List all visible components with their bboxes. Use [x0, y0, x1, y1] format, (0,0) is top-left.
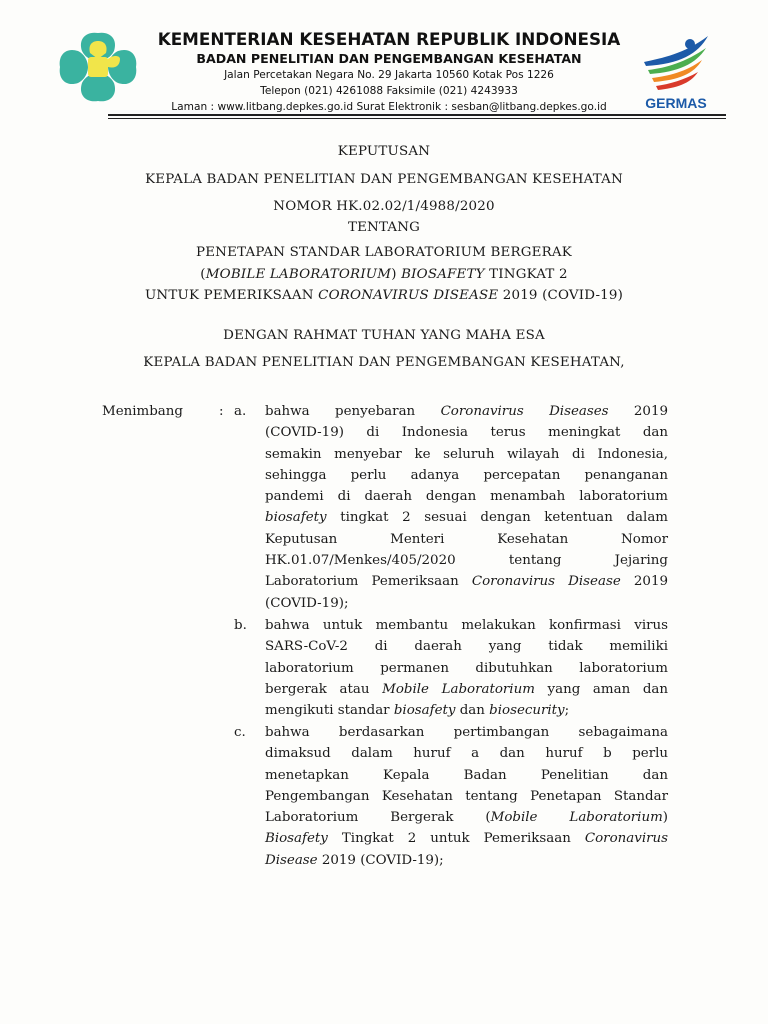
decree-subject-line2: (MOBILE LABORATORIUM) BIOSAFETY TINGKAT 2	[200, 267, 568, 282]
paragraph-line	[265, 700, 668, 721]
text-run: 2019	[608, 404, 668, 419]
italic-term: Coronavirus	[584, 831, 668, 847]
text-run: pandemi di daerah dengan menambah laboratorium	[265, 489, 668, 505]
paragraph-line	[265, 850, 668, 871]
text-run: yang aman dan	[534, 681, 668, 697]
paragraph-line	[265, 507, 668, 528]
paragraph-line	[265, 401, 668, 422]
italic-term: Mobile Laboratorium	[490, 810, 663, 826]
considering-item-letter: b.	[234, 618, 247, 633]
text-run: laboratorium permanen dibutuhkan laboratorium	[265, 660, 668, 676]
decree-addresser: KEPALA BADAN PENELITIAN DAN PENGEMBANGAN KESEHATAN,	[143, 355, 625, 370]
italic-term: biosafety	[393, 703, 456, 719]
paragraph-line	[265, 550, 668, 571]
text-run: Pengembangan Kesehatan tentang Penetapan Standar	[265, 788, 668, 804]
letterhead	[150, 28, 628, 115]
italic-term: biosecurity	[489, 703, 565, 719]
paragraph-line	[265, 828, 668, 849]
germas-logo	[636, 30, 716, 114]
paragraph-line	[265, 486, 668, 507]
considering-item-c	[265, 722, 668, 871]
paragraph-line	[265, 765, 668, 786]
phone-line: Telepon (021) 4261088 Faksimile (021) 4243933	[260, 85, 518, 97]
paragraph-line	[265, 679, 668, 700]
kemenkes-logo-leaves	[60, 33, 137, 102]
paragraph-line	[265, 422, 668, 443]
text-run: bahwa untuk membantu melakukan konfirmasi virus	[265, 618, 668, 633]
italic-term: Mobile Laboratorium	[382, 681, 535, 697]
text-run: sehingga perlu adanya percepatan penanganan	[265, 467, 668, 483]
agency-subtitle: BADAN PENELITIAN DAN PENGEMBANGAN KESEHATAN	[196, 51, 582, 66]
decree-number: NOMOR HK.02.02/1/4988/2020	[273, 199, 495, 214]
decree-issuer: KEPALA BADAN PENELITIAN DAN PENGEMBANGAN KESEHATAN	[145, 172, 623, 187]
text-run: tingkat 2 sesuai dengan ketentuan dalam	[326, 510, 668, 526]
text-run: 2019	[620, 574, 668, 590]
text-run: (COVID-19);	[265, 595, 349, 611]
considering-item-a	[265, 401, 668, 614]
italic-term: Coronavirus Disease	[471, 574, 621, 590]
text-run: Keputusan Menteri Kesehatan Nomor	[265, 531, 668, 547]
text-run: 2019 (COVID-19);	[317, 852, 444, 868]
decree-subject-line3: UNTUK PEMERIKSAAN CORONAVIRUS DISEASE 2019 (COVID-19)	[144, 288, 624, 303]
paragraph-line	[265, 807, 668, 828]
decree-about: TENTANG	[347, 220, 421, 235]
paragraph-line	[265, 722, 668, 743]
decree-type: KEPUTUSAN	[337, 144, 431, 159]
germas-label: GERMAS	[645, 95, 707, 111]
considering-label: Menimbang	[102, 404, 183, 419]
text-run: Laboratorium Pemeriksaan	[265, 574, 472, 590]
considering-item-letter: c.	[234, 725, 246, 740]
letterhead-rule-thin	[108, 118, 726, 119]
text-run: semakin menyebar ke seluruh wilayah di Indonesia,	[265, 446, 668, 462]
paragraph-line	[265, 529, 668, 550]
text-run: bahwa berdasarkan pertimbangan sebagaimana	[265, 725, 668, 740]
web-email-line: Laman : www.litbang.depkes.go.id Surat Elektronik : sesban@litbang.depkes.go.id	[171, 101, 607, 113]
italic-term: Biosafety	[265, 831, 328, 847]
italic-term: biosafety	[265, 510, 327, 526]
kemenkes-logo	[54, 27, 142, 107]
paragraph-line	[265, 571, 668, 592]
text-run: Tingkat 2 untuk Pemeriksaan	[327, 831, 585, 847]
paragraph-line	[265, 593, 668, 614]
letterhead-rule-thick	[108, 114, 726, 116]
italic-term: Coronavirus Diseases	[440, 404, 609, 419]
decree-blessing: DENGAN RAHMAT TUHAN YANG MAHA ESA	[223, 328, 545, 343]
text-run: ;	[564, 703, 570, 719]
considering-item-b	[265, 615, 668, 721]
paragraph-line	[265, 786, 668, 807]
ministry-title: KEMENTERIAN KESEHATAN REPUBLIK INDONESIA	[157, 29, 621, 49]
text-run: )	[662, 810, 669, 826]
text-run: (COVID-19) di Indonesia terus meningkat dan	[265, 425, 668, 441]
address-line: Jalan Percetakan Negara No. 29 Jakarta 10560 Kotak Pos 1226	[224, 69, 554, 81]
paragraph-line	[265, 658, 668, 679]
considering-colon: :	[219, 404, 224, 419]
text-run: Laboratorium Bergerak (	[265, 810, 491, 826]
text-run: bahwa penyebaran	[265, 404, 441, 419]
text-run: SARS-CoV-2 di daerah yang tidak memiliki	[265, 639, 668, 655]
paragraph-line	[265, 444, 668, 465]
text-run: bergerak atau	[265, 681, 383, 697]
text-run: menetapkan Kepala Badan Penelitian dan	[265, 767, 668, 783]
paragraph-line	[265, 636, 668, 657]
italic-term: Disease	[265, 852, 318, 868]
decree-subject-line1: PENETAPAN STANDAR LABORATORIUM BERGERAK	[196, 245, 572, 260]
considering-item-letter: a.	[234, 404, 247, 419]
text-run: mengikuti standar	[265, 703, 394, 719]
paragraph-line	[265, 465, 668, 486]
paragraph-line	[265, 743, 668, 764]
paragraph-line	[265, 615, 668, 636]
text-run: dan	[455, 703, 490, 719]
text-run: HK.01.07/Menkes/405/2020 tentang Jejaring	[265, 553, 668, 569]
text-run: dimaksud dalam huruf a dan huruf b perlu	[265, 746, 668, 762]
